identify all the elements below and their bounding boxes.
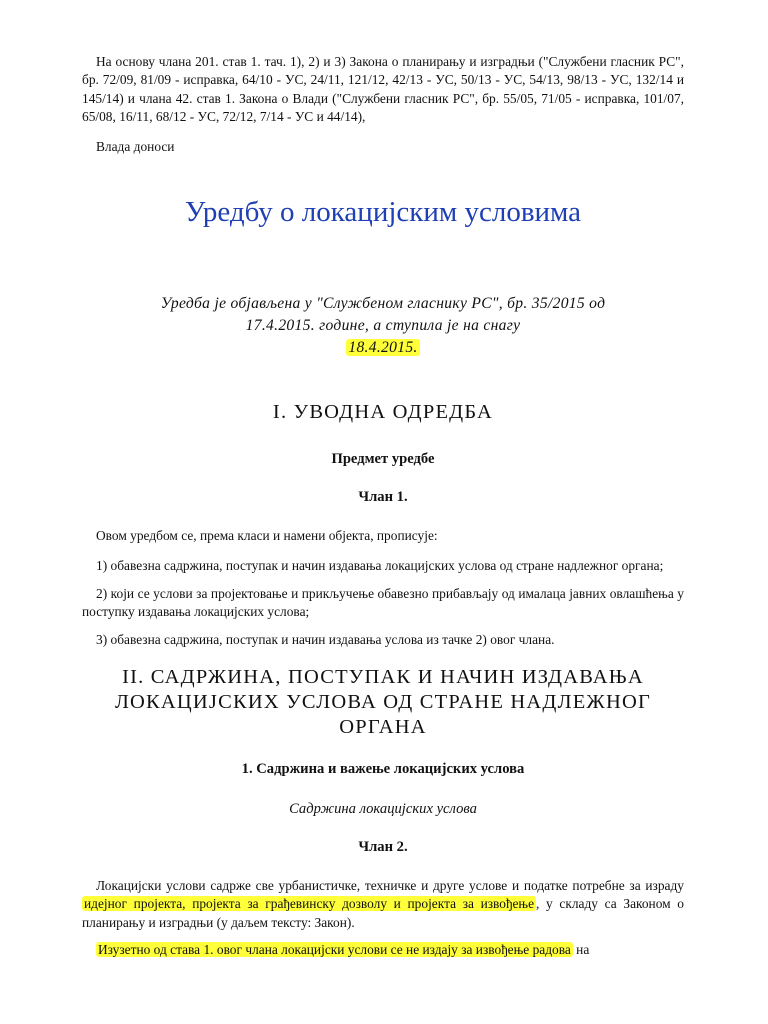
article-2-para1-after: , у складу са Законом о планирању и изградњи (у даљем тексту: Закон). <box>82 896 685 930</box>
document-title: Уредбу о локацијским условима <box>184 196 582 229</box>
article-2-para1-before: Локацијски услови садрже све урбанистичке, техничке и друге услове и податке потребне за израду <box>96 878 684 894</box>
article-2-title: Члан 2. <box>358 839 408 856</box>
article-1-item-2: 2) који се услови за пројектовање и прикључење обавезно прибављају од ималаца јавних овлашћења у поступку издавања локацијских услова; <box>82 585 684 620</box>
document-page <box>82 53 684 960</box>
part-2-italic-heading: Садржина локацијских услова <box>289 801 477 818</box>
part-2-section-heading: 1. Садржина и важење локацијских услова <box>241 761 525 778</box>
article-2-paragraph-2 <box>82 941 684 959</box>
article-2-para2-highlight: Изузетно од става 1. овог члана локацијски услови се не издају за извођење радова <box>98 942 571 958</box>
article-2-paragraph-1 <box>82 877 684 932</box>
article-1-item-3: 3) обавезна садржина, поступак и начин издавања услова из тачке 2) овог члана. <box>96 631 555 647</box>
preamble-paragraph: На основу члана 201. став 1. тач. 1), 2) и 3) Закона о планирању и изградњи ("Службени гласник РС", бр. 72/09, 81/09 - исправка, 64/10 - УС, 24/11, 121/12, 42/13 - УС, 50/13 - УС, 54/13, 98/13 - УС, 132/14 и 145/14) и члана 42. став 1. Закона о Влади ("Службени гласник РС", бр. 55/05, 71/05 - исправка, 101/07, 65/08, 16/11, 68/12 - УС, 72/12, 7/14 - УС и 44/14), <box>82 54 684 125</box>
part-1-heading: I. УВОДНА ОДРЕДБА <box>272 401 494 424</box>
article-2-para1-highlight: идејног пројекта, пројекта за грађевинску дозволу и пројекта за извођење <box>84 896 535 912</box>
entry-into-force-date: 18.4.2015. <box>348 339 418 357</box>
publication-note-text: Уредба је објављена у "Службеном гласнику РС", бр. 35/2015 од 17.4.2015. године, а ступила је на снагу <box>160 295 606 335</box>
adopter-line: Влада доноси <box>96 138 175 154</box>
article-1-item-1: 1) обавезна садржина, поступак и начин издавања локацијских услова од стране надлежног органа; <box>96 558 664 574</box>
article-1-intro: Овом уредбом се, према класи и намени објекта, прописује: <box>96 528 438 544</box>
publication-note <box>82 293 684 359</box>
part-1-subheading: Предмет уредбе <box>331 451 435 468</box>
part-2-heading: II. САДРЖИНА, ПОСТУПАК И НАЧИН ИЗДАВАЊА ЛОКАЦИЈСКИХ УСЛОВА ОД СТРАНЕ НАДЛЕЖНОГ ОРГАНА <box>114 666 652 739</box>
article-1-title: Члан 1. <box>358 489 408 506</box>
article-2-para2-after: на <box>572 942 590 958</box>
